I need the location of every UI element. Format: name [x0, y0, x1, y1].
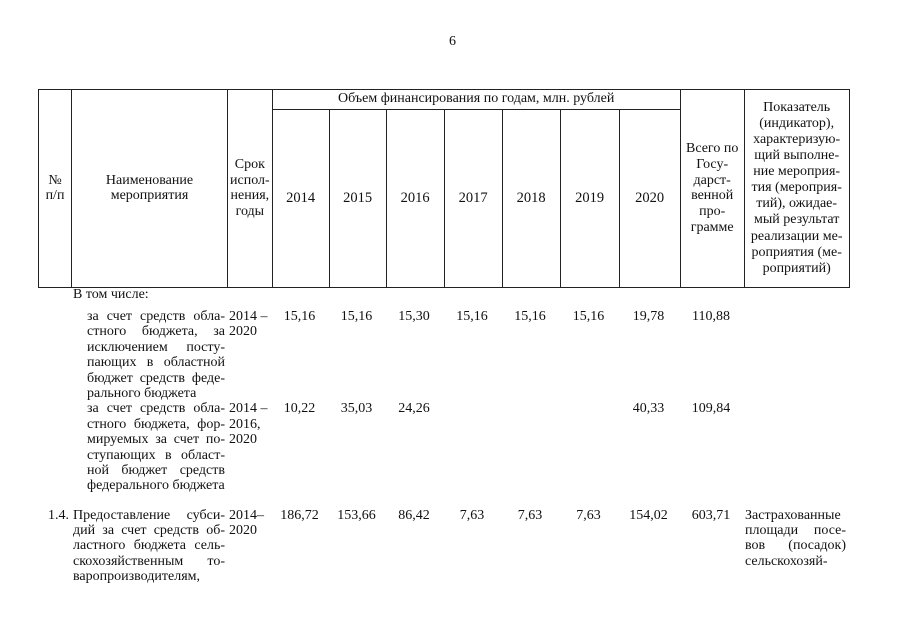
row-value: [271, 287, 328, 309]
header-name: Наименование мероприятия: [72, 90, 228, 288]
row-spacer: [38, 494, 848, 508]
row-value: 7,63: [459, 507, 485, 523]
row-value: [559, 401, 618, 493]
row-value: [385, 287, 443, 309]
row-value: [443, 401, 501, 493]
row-num: [38, 309, 71, 401]
header-year: 2014: [272, 109, 329, 287]
row-value: 24,26: [398, 401, 430, 417]
row-value: 15,16: [283, 309, 316, 324]
row-value: 7,63: [517, 507, 543, 523]
table-row: [38, 401, 848, 493]
header-indicator: Показатель (индикатор), характеризую-щий выполне-ние мероприя-тия (мероприя-тий), ожидае-мый результат реализации ме-роприятия (ме-роприятий): [744, 90, 849, 288]
header-num: № п/п: [39, 90, 72, 288]
header-period: Срок испол-нения, годы: [228, 90, 273, 288]
row-indicator: [743, 287, 848, 309]
header-year: 2016: [386, 109, 444, 287]
row-value: 19,78: [632, 309, 665, 324]
header-year: 2020: [619, 109, 680, 287]
row-value: 86,42: [398, 507, 430, 523]
table-body: [38, 287, 848, 585]
row-indicator: [743, 309, 848, 401]
row-period: 2014 – 2020: [229, 309, 268, 340]
header-year: 2017: [444, 109, 502, 287]
row-value: 153,66: [337, 507, 376, 523]
row-value: 15,16: [572, 309, 605, 324]
row-value: 7,63: [576, 507, 601, 523]
row-value: 15,30: [398, 309, 430, 324]
row-value: [501, 401, 559, 493]
row-value: 15,16: [340, 309, 373, 324]
table-header: [38, 89, 850, 288]
header-year: 2015: [329, 109, 386, 287]
table-row: [38, 287, 848, 309]
row-name: за счет средств обла-стного бюджета, за исключением посту-пающих в областной бюджет средств феде-рального бюджета: [87, 309, 225, 401]
row-name: за счет средств обла-стного бюджета, фор-мируемых за счет по-ступающих в област-ной бюджет средств федерального бюджета: [87, 401, 225, 494]
table-row: [38, 309, 848, 401]
row-period: [227, 287, 271, 309]
header-total: Всего по Госу-дарст-венной про-грамме: [680, 90, 744, 288]
row-num: 1.4.: [48, 507, 69, 523]
row-total: 110,88: [692, 309, 730, 324]
row-value: [328, 287, 385, 309]
row-value: [443, 287, 501, 309]
row-num: [38, 287, 71, 309]
row-total: 603,71: [691, 507, 731, 523]
row-name: В том числе:: [73, 287, 149, 302]
row-value: 40,33: [632, 401, 665, 417]
row-value: 15,16: [456, 309, 488, 324]
row-value: 15,16: [514, 309, 546, 324]
row-total: 109,84: [691, 401, 731, 417]
row-value: 10,22: [283, 401, 316, 417]
row-value: [559, 287, 618, 309]
row-indicator: [743, 401, 848, 493]
table-row: [38, 508, 848, 585]
row-value: [618, 287, 679, 309]
row-value: 154,02: [629, 507, 668, 523]
row-period: 2014– 2020: [229, 507, 264, 539]
row-num: [38, 401, 71, 493]
header-funding-title: Объем финансирования по годам, млн. рублей: [272, 90, 680, 110]
row-value: 35,03: [340, 401, 373, 417]
header-year: 2019: [560, 109, 619, 287]
header-year: 2018: [502, 109, 560, 287]
row-name: Предоставление субси-дий за счет средств об-ластного бюджета сель-скохозяйственным то-варопроизводителям,: [73, 507, 225, 585]
row-value: [501, 287, 559, 309]
row-indicator: Застрахованные площади посе-вов (посадок) сельскохозяй-: [745, 507, 846, 569]
row-total: [679, 287, 743, 309]
row-value: 186,72: [280, 507, 319, 523]
row-period: 2014 – 2016, 2020: [229, 401, 268, 448]
page-number: 6: [449, 34, 456, 49]
